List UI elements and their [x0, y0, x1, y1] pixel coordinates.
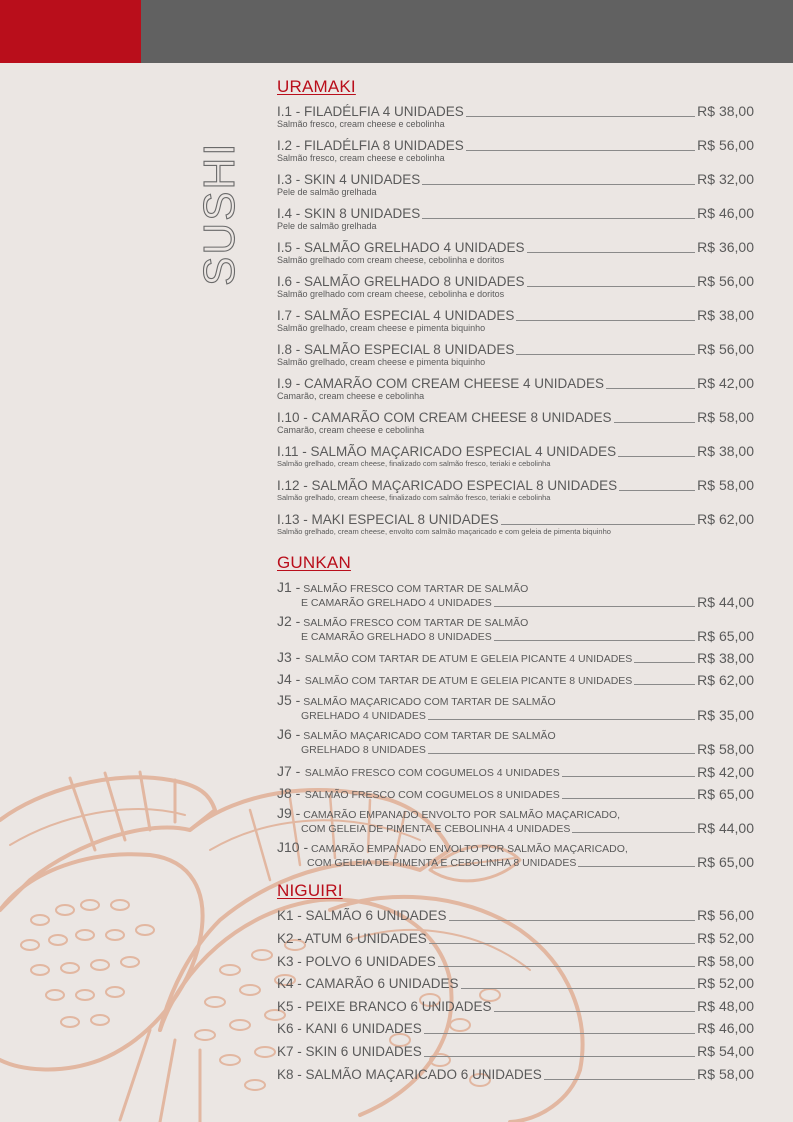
item-name: I.11 - SALMÃO MAÇARICADO ESPECIAL 4 UNIDADES: [277, 444, 617, 459]
item-price: R$ 44,00: [697, 820, 754, 836]
item-description: Camarão, cream cheese e cebolinha: [277, 391, 425, 401]
item-name: SALMÃO FRESCO COM COGUMELOS 8 UNIDADES: [304, 789, 560, 801]
menu-item: [277, 1044, 754, 1059]
page-title: SUSHI: [196, 141, 244, 286]
leader-line: [494, 639, 695, 641]
item-price: R$ 56,00: [697, 907, 754, 923]
menu-item: [277, 908, 754, 923]
item-price: R$ 52,00: [697, 975, 754, 991]
item-name: K5 - PEIXE BRANCO 6 UNIDADES: [277, 999, 492, 1014]
item-code: J6 -: [277, 726, 301, 742]
item-name: I.1 - FILADÉLFIA 4 UNIDADES: [277, 104, 464, 119]
menu-item: [277, 807, 754, 835]
leader-line: [544, 1078, 695, 1080]
item-code: J7 -: [277, 763, 301, 779]
item-code: J1 -: [277, 579, 301, 595]
item-price: R$ 35,00: [697, 707, 754, 723]
menu-item: [277, 240, 754, 265]
leader-line: [466, 149, 695, 151]
item-name-line2: E CAMARÃO GRELHADO 8 UNIDADES: [301, 631, 492, 643]
item-price: R$ 65,00: [697, 628, 754, 644]
item-name-line2: GRELHADO 4 UNIDADES: [301, 710, 426, 722]
item-description: Pele de salmão grelhada: [277, 187, 377, 197]
item-code: J8 -: [277, 785, 301, 801]
leader-line: [527, 285, 696, 287]
leader-line: [614, 421, 696, 423]
leader-line: [429, 942, 695, 944]
menu-item: [277, 478, 754, 503]
item-name: K3 - POLVO 6 UNIDADES: [277, 954, 436, 969]
menu-item: [277, 841, 754, 869]
leader-line: [422, 217, 695, 219]
leader-line: [494, 1010, 696, 1012]
menu-item: [277, 1021, 754, 1036]
item-price: R$ 58,00: [697, 409, 754, 425]
leader-line: [606, 387, 695, 389]
leader-line: [562, 797, 695, 799]
item-price: R$ 46,00: [697, 205, 754, 221]
item-name-line1: SALMÃO MAÇARICADO COM TARTAR DE SALMÃO: [303, 730, 556, 742]
item-price: R$ 56,00: [697, 341, 754, 357]
section-title-uramaki: URAMAKI: [277, 77, 356, 96]
item-description: Salmão grelhado, cream cheese e pimenta biquinho: [277, 357, 486, 367]
item-name: K7 - SKIN 6 UNIDADES: [277, 1044, 422, 1059]
menu-item: [277, 172, 754, 197]
menu-item: [277, 376, 754, 401]
item-description: Salmão grelhado, cream cheese e pimenta biquinho: [277, 323, 486, 333]
item-name-line2: E CAMARÃO GRELHADO 4 UNIDADES: [301, 597, 492, 609]
leader-line: [619, 489, 695, 491]
menu-item: [277, 694, 754, 722]
item-price: R$ 38,00: [697, 307, 754, 323]
item-price: R$ 56,00: [697, 273, 754, 289]
menu-item: [277, 976, 754, 991]
menu-item: [277, 104, 754, 129]
item-name-line1: CAMARÃO EMPANADO ENVOLTO POR SALMÃO MAÇARICADO,: [303, 809, 621, 821]
item-description: Salmão fresco, cream cheese e cebolinha: [277, 153, 445, 163]
item-name: I.4 - SKIN 8 UNIDADES: [277, 206, 421, 221]
item-code: J9 -: [277, 805, 301, 821]
leader-line: [428, 752, 695, 754]
item-name: K6 - KANI 6 UNIDADES: [277, 1021, 422, 1036]
menu-item: [277, 444, 754, 469]
leader-line: [516, 353, 695, 355]
item-name: I.8 - SALMÃO ESPECIAL 8 UNIDADES: [277, 342, 515, 357]
leader-line: [466, 115, 695, 117]
item-name: K4 - CAMARÃO 6 UNIDADES: [277, 976, 459, 991]
header-bar: [0, 0, 793, 63]
leader-line: [618, 455, 695, 457]
item-name: I.9 - CAMARÃO COM CREAM CHEESE 4 UNIDADES: [277, 376, 605, 391]
item-name-line2: GRELHADO 8 UNIDADES: [301, 744, 426, 756]
menu-item: [277, 1067, 754, 1082]
item-name: SALMÃO COM TARTAR DE ATUM E GELEIA PICANTE 8 UNIDADES: [304, 675, 633, 687]
item-description: Pele de salmão grelhada: [277, 221, 377, 231]
menu-item: [277, 138, 754, 163]
item-name: K8 - SALMÃO MAÇARICADO 6 UNIDADES: [277, 1067, 542, 1082]
item-name-line1: SALMÃO FRESCO COM TARTAR DE SALMÃO: [303, 583, 529, 595]
item-price: R$ 32,00: [697, 171, 754, 187]
leader-line: [449, 919, 696, 921]
menu-item: [277, 410, 754, 435]
item-description: Salmão grelhado, cream cheese, finalizado com salmão fresco, teriaki e cebolinha: [277, 459, 551, 468]
leader-line: [634, 661, 695, 663]
item-price: R$ 65,00: [697, 854, 754, 870]
item-price: R$ 42,00: [697, 764, 754, 780]
leader-line: [428, 718, 695, 720]
item-name-line2: COM GELEIA DE PIMENTA E CEBOLINHA 8 UNIDADES: [307, 857, 577, 869]
item-price: R$ 46,00: [697, 1020, 754, 1036]
item-description: Salmão fresco, cream cheese e cebolinha: [277, 119, 445, 129]
item-price: R$ 62,00: [697, 511, 754, 527]
header-accent-block: [0, 0, 141, 63]
leader-line: [438, 965, 695, 967]
item-name-line1: SALMÃO MAÇARICADO COM TARTAR DE SALMÃO: [303, 696, 556, 708]
item-price: R$ 58,00: [697, 477, 754, 493]
menu-item: [277, 342, 754, 367]
item-description: Salmão grelhado com cream cheese, cebolinha e doritos: [277, 255, 505, 265]
item-name-line2: COM GELEIA DE PIMENTA E CEBOLINHA 4 UNIDADES: [301, 823, 571, 835]
item-name: I.5 - SALMÃO GRELHADO 4 UNIDADES: [277, 240, 525, 255]
menu-item: [277, 728, 754, 756]
leader-line: [572, 831, 695, 833]
item-price: R$ 62,00: [697, 672, 754, 688]
menu-item: [277, 581, 754, 609]
leader-line: [527, 251, 696, 253]
menu-item: [277, 669, 754, 687]
item-name: SALMÃO COM TARTAR DE ATUM E GELEIA PICANTE 4 UNIDADES: [304, 653, 633, 665]
leader-line: [516, 319, 695, 321]
item-description: Salmão grelhado, cream cheese, finalizado com salmão fresco, teriaki e cebolinha: [277, 493, 551, 502]
leader-line: [424, 1032, 695, 1034]
item-name: I.6 - SALMÃO GRELHADO 8 UNIDADES: [277, 274, 525, 289]
item-name-line1: CAMARÃO EMPANADO ENVOLTO POR SALMÃO MAÇARICADO,: [311, 843, 628, 855]
item-price: R$ 54,00: [697, 1043, 754, 1059]
menu-item: [277, 274, 754, 299]
leader-line: [494, 605, 695, 607]
leader-line: [501, 523, 696, 525]
item-name: I.13 - MAKI ESPECIAL 8 UNIDADES: [277, 512, 499, 527]
item-price: R$ 58,00: [697, 953, 754, 969]
menu-item: [277, 999, 754, 1014]
menu-item: [277, 954, 754, 969]
item-price: R$ 38,00: [697, 650, 754, 666]
item-price: R$ 48,00: [697, 998, 754, 1014]
item-description: Salmão grelhado com cream cheese, cebolinha e doritos: [277, 289, 505, 299]
item-price: R$ 65,00: [697, 786, 754, 802]
leader-line: [578, 865, 695, 867]
leader-line: [461, 987, 696, 989]
item-price: R$ 56,00: [697, 137, 754, 153]
item-code: J5 -: [277, 692, 301, 708]
menu-item: [277, 761, 754, 779]
menu-item: [277, 615, 754, 643]
item-price: R$ 58,00: [697, 1066, 754, 1082]
leader-line: [422, 183, 695, 185]
item-name: I.2 - FILADÉLFIA 8 UNIDADES: [277, 138, 464, 153]
menu-item: [277, 783, 754, 801]
section-title-gunkan: GUNKAN: [277, 553, 351, 572]
leader-line: [634, 683, 695, 685]
item-name: SALMÃO FRESCO COM COGUMELOS 4 UNIDADES: [304, 767, 560, 779]
item-name: I.3 - SKIN 4 UNIDADES: [277, 172, 421, 187]
menu-item: [277, 931, 754, 946]
page-title-vertical: [196, 138, 244, 288]
item-name: K1 - SALMÃO 6 UNIDADES: [277, 908, 447, 923]
leader-line: [424, 1055, 695, 1057]
menu-item: [277, 512, 754, 537]
item-price: R$ 36,00: [697, 239, 754, 255]
item-description: Salmão grelhado, cream cheese, envolto com salmão maçaricado e com geleia de pimenta biquinho: [277, 527, 611, 536]
item-price: R$ 42,00: [697, 375, 754, 391]
section-title-niguiri: NIGUIRI: [277, 881, 343, 900]
item-price: R$ 52,00: [697, 930, 754, 946]
menu-item: [277, 308, 754, 333]
leader-line: [562, 775, 695, 777]
item-code: J4 -: [277, 671, 301, 687]
item-code: J10 -: [277, 839, 309, 855]
item-description: Camarão, cream cheese e cebolinha: [277, 425, 425, 435]
item-price: R$ 44,00: [697, 594, 754, 610]
item-name-line1: SALMÃO FRESCO COM TARTAR DE SALMÃO: [303, 617, 529, 629]
item-code: J2 -: [277, 613, 301, 629]
menu-item: [277, 206, 754, 231]
item-price: R$ 38,00: [697, 103, 754, 119]
menu-item: [277, 647, 754, 665]
item-name: K2 - ATUM 6 UNIDADES: [277, 931, 427, 946]
item-price: R$ 58,00: [697, 741, 754, 757]
item-name: I.10 - CAMARÃO COM CREAM CHEESE 8 UNIDADES: [277, 410, 612, 425]
item-price: R$ 38,00: [697, 443, 754, 459]
item-name: I.7 - SALMÃO ESPECIAL 4 UNIDADES: [277, 308, 515, 323]
item-name: I.12 - SALMÃO MAÇARICADO ESPECIAL 8 UNIDADES: [277, 478, 618, 493]
item-code: J3 -: [277, 649, 301, 665]
